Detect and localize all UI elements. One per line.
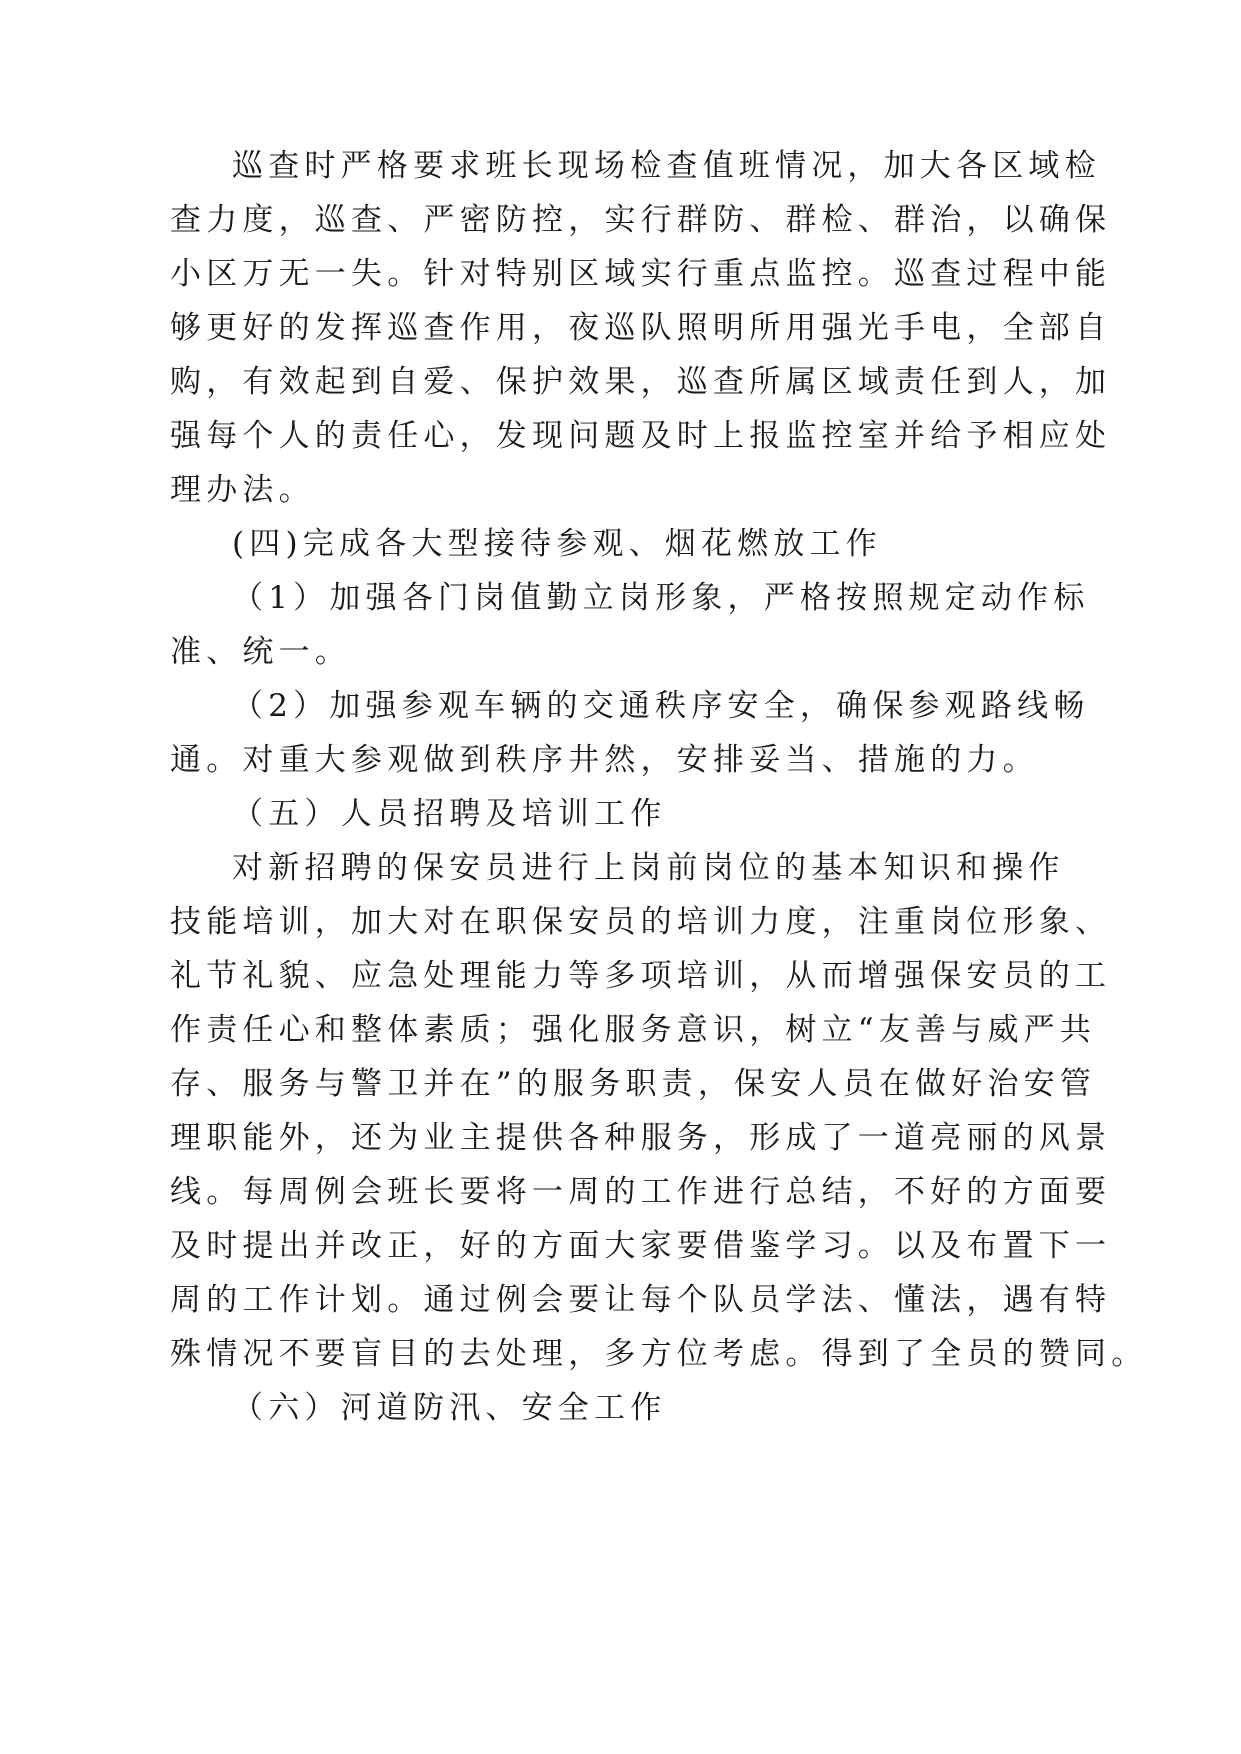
paragraph-line: 存、服务与警卫并在”的服务职责，保安人员在做好治安管 — [170, 1066, 1097, 1102]
paragraph-line: 礼节礼貌、应急处理能力等多项培训，从而增强保安员的工 — [170, 958, 1112, 994]
paragraph-line: 理办法。 — [170, 472, 315, 508]
list-item-line: 准、统一。 — [170, 634, 351, 670]
paragraph-line: 作责任心和整体素质；强化服务意识，树立“友善与威严共 — [170, 1012, 1097, 1048]
paragraph-line: 巡查时严格要求班长现场检查值班情况，加大各区域检 — [232, 148, 1101, 184]
paragraph-line: 殊情况不要盲目的去处理，多方位考虑。得到了全员的赞同。 — [170, 1336, 1148, 1372]
paragraph-line: 对新招聘的保安员进行上岗前岗位的基本知识和操作 — [232, 850, 1065, 886]
paragraph-line: 强每个人的责任心，发现问题及时上报监控室并给予相应处 — [170, 418, 1112, 454]
section-heading: （六）河道防汛、安全工作 — [232, 1390, 667, 1426]
paragraph-line: 周的工作计划。通过例会要让每个队员学法、懂法，遇有特 — [170, 1282, 1112, 1318]
list-item-line: （1）加强各门岗值勤立岗形象，严格按照规定动作标 — [232, 580, 1090, 616]
paragraph-line: 技能培训，加大对在职保安员的培训力度，注重岗位形象、 — [170, 904, 1112, 940]
paragraph-line: 及时提出并改正，好的方面大家要借鉴学习。以及布置下一 — [170, 1228, 1112, 1264]
paragraph-line: 理职能外，还为业主提供各种服务，形成了一道亮丽的风景 — [170, 1120, 1112, 1156]
paragraph-line: 够更好的发挥巡查作用，夜巡队照明所用强光手电，全部自 — [170, 310, 1112, 346]
section-heading: (四)完成各大型接待参观、烟花燃放工作 — [232, 526, 882, 562]
paragraph-line: 购，有效起到自爱、保护效果，巡查所属区域责任到人，加 — [170, 364, 1112, 400]
section-heading: （五）人员招聘及培训工作 — [232, 796, 667, 832]
list-item-line: （2）加强参观车辆的交通秩序安全，确保参观路线畅 — [232, 688, 1090, 724]
paragraph-line: 线。每周例会班长要将一周的工作进行总结，不好的方面要 — [170, 1174, 1112, 1210]
paragraph-line: 查力度，巡查、严密防控，实行群防、群检、群治，以确保 — [170, 202, 1112, 238]
paragraph-line: 小区万无一失。针对特别区域实行重点监控。巡查过程中能 — [170, 256, 1112, 292]
list-item-line: 通。对重大参观做到秩序井然，安排妥当、措施的力。 — [170, 742, 1039, 778]
